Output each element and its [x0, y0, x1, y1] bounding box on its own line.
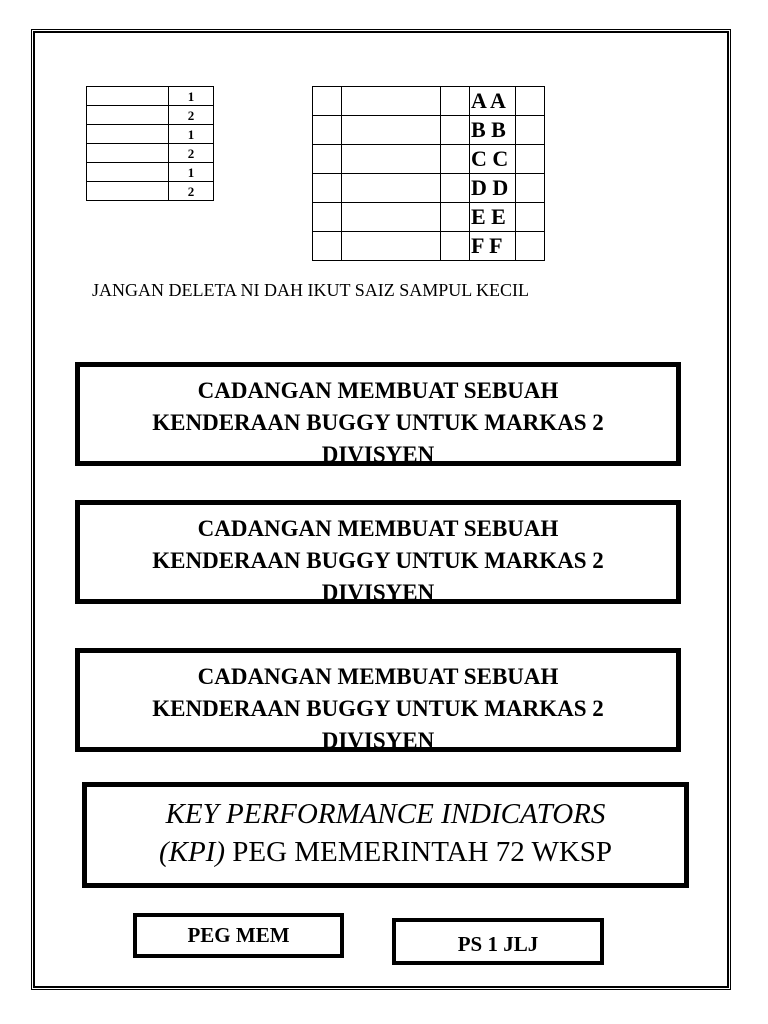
table-cell	[87, 144, 169, 163]
title-line: DIVISYEN	[321, 728, 435, 752]
table-cell-number: 1	[169, 163, 214, 182]
kpi-box	[82, 782, 689, 888]
table-cell	[87, 87, 169, 106]
table-row	[87, 106, 214, 125]
title-line: DIVISYEN	[321, 442, 435, 466]
table-cell-number: 1	[169, 87, 214, 106]
table-cell-letters: F F	[470, 232, 516, 261]
table-cell	[87, 163, 169, 182]
table-cell-number: 1	[169, 125, 214, 144]
letter-table	[312, 86, 545, 261]
table-cell-letters: B B	[470, 116, 516, 145]
table-row	[87, 125, 214, 144]
title-line: CADANGAN MEMBUAT SEBUAH	[197, 378, 559, 403]
title-line: KENDERAAN BUGGY UNTUK MARKAS 2	[152, 410, 604, 435]
table-cell-letters: D D	[470, 174, 516, 203]
table-cell-number: 2	[169, 144, 214, 163]
title-line: KENDERAAN BUGGY UNTUK MARKAS 2	[152, 696, 604, 721]
table-cell	[87, 125, 169, 144]
table-row	[313, 116, 545, 145]
title-line: DIVISYEN	[321, 580, 435, 604]
kpi-title: KEY PERFORMANCE INDICATORS	[165, 798, 606, 830]
table-row	[87, 163, 214, 182]
table-cell	[87, 106, 169, 125]
table-cell-number: 2	[169, 182, 214, 201]
table-cell	[87, 182, 169, 201]
peg-mem-label: PEG MEM	[133, 913, 344, 958]
note-text: JANGAN DELETA NI DAH IKUT SAIZ SAMPUL KECIL	[92, 280, 530, 300]
title-box	[75, 500, 681, 604]
table-row	[313, 145, 545, 174]
kpi-abbrev: (KPI)	[158, 836, 225, 868]
title-line: CADANGAN MEMBUAT SEBUAH	[197, 516, 559, 541]
table-cell-letters: E E	[470, 203, 516, 232]
table-cell-letters: A A	[470, 87, 516, 116]
table-row	[87, 182, 214, 201]
ps-jlj-label: PS 1 JLJ	[392, 918, 604, 965]
kpi-unit: PEG MEMERINTAH 72 WKSP	[224, 836, 613, 868]
table-cell-number: 2	[169, 106, 214, 125]
table-cell-letters: C C	[470, 145, 516, 174]
kpi-subtitle	[87, 833, 684, 871]
table-row	[87, 144, 214, 163]
title-box	[75, 362, 681, 466]
title-line: CADANGAN MEMBUAT SEBUAH	[197, 664, 559, 689]
title-box	[75, 648, 681, 752]
table-row	[313, 203, 545, 232]
title-line: KENDERAAN BUGGY UNTUK MARKAS 2	[152, 548, 604, 573]
table-row	[313, 87, 545, 116]
table-row	[87, 87, 214, 106]
number-table	[86, 86, 214, 201]
table-row	[313, 174, 545, 203]
table-row	[313, 232, 545, 261]
